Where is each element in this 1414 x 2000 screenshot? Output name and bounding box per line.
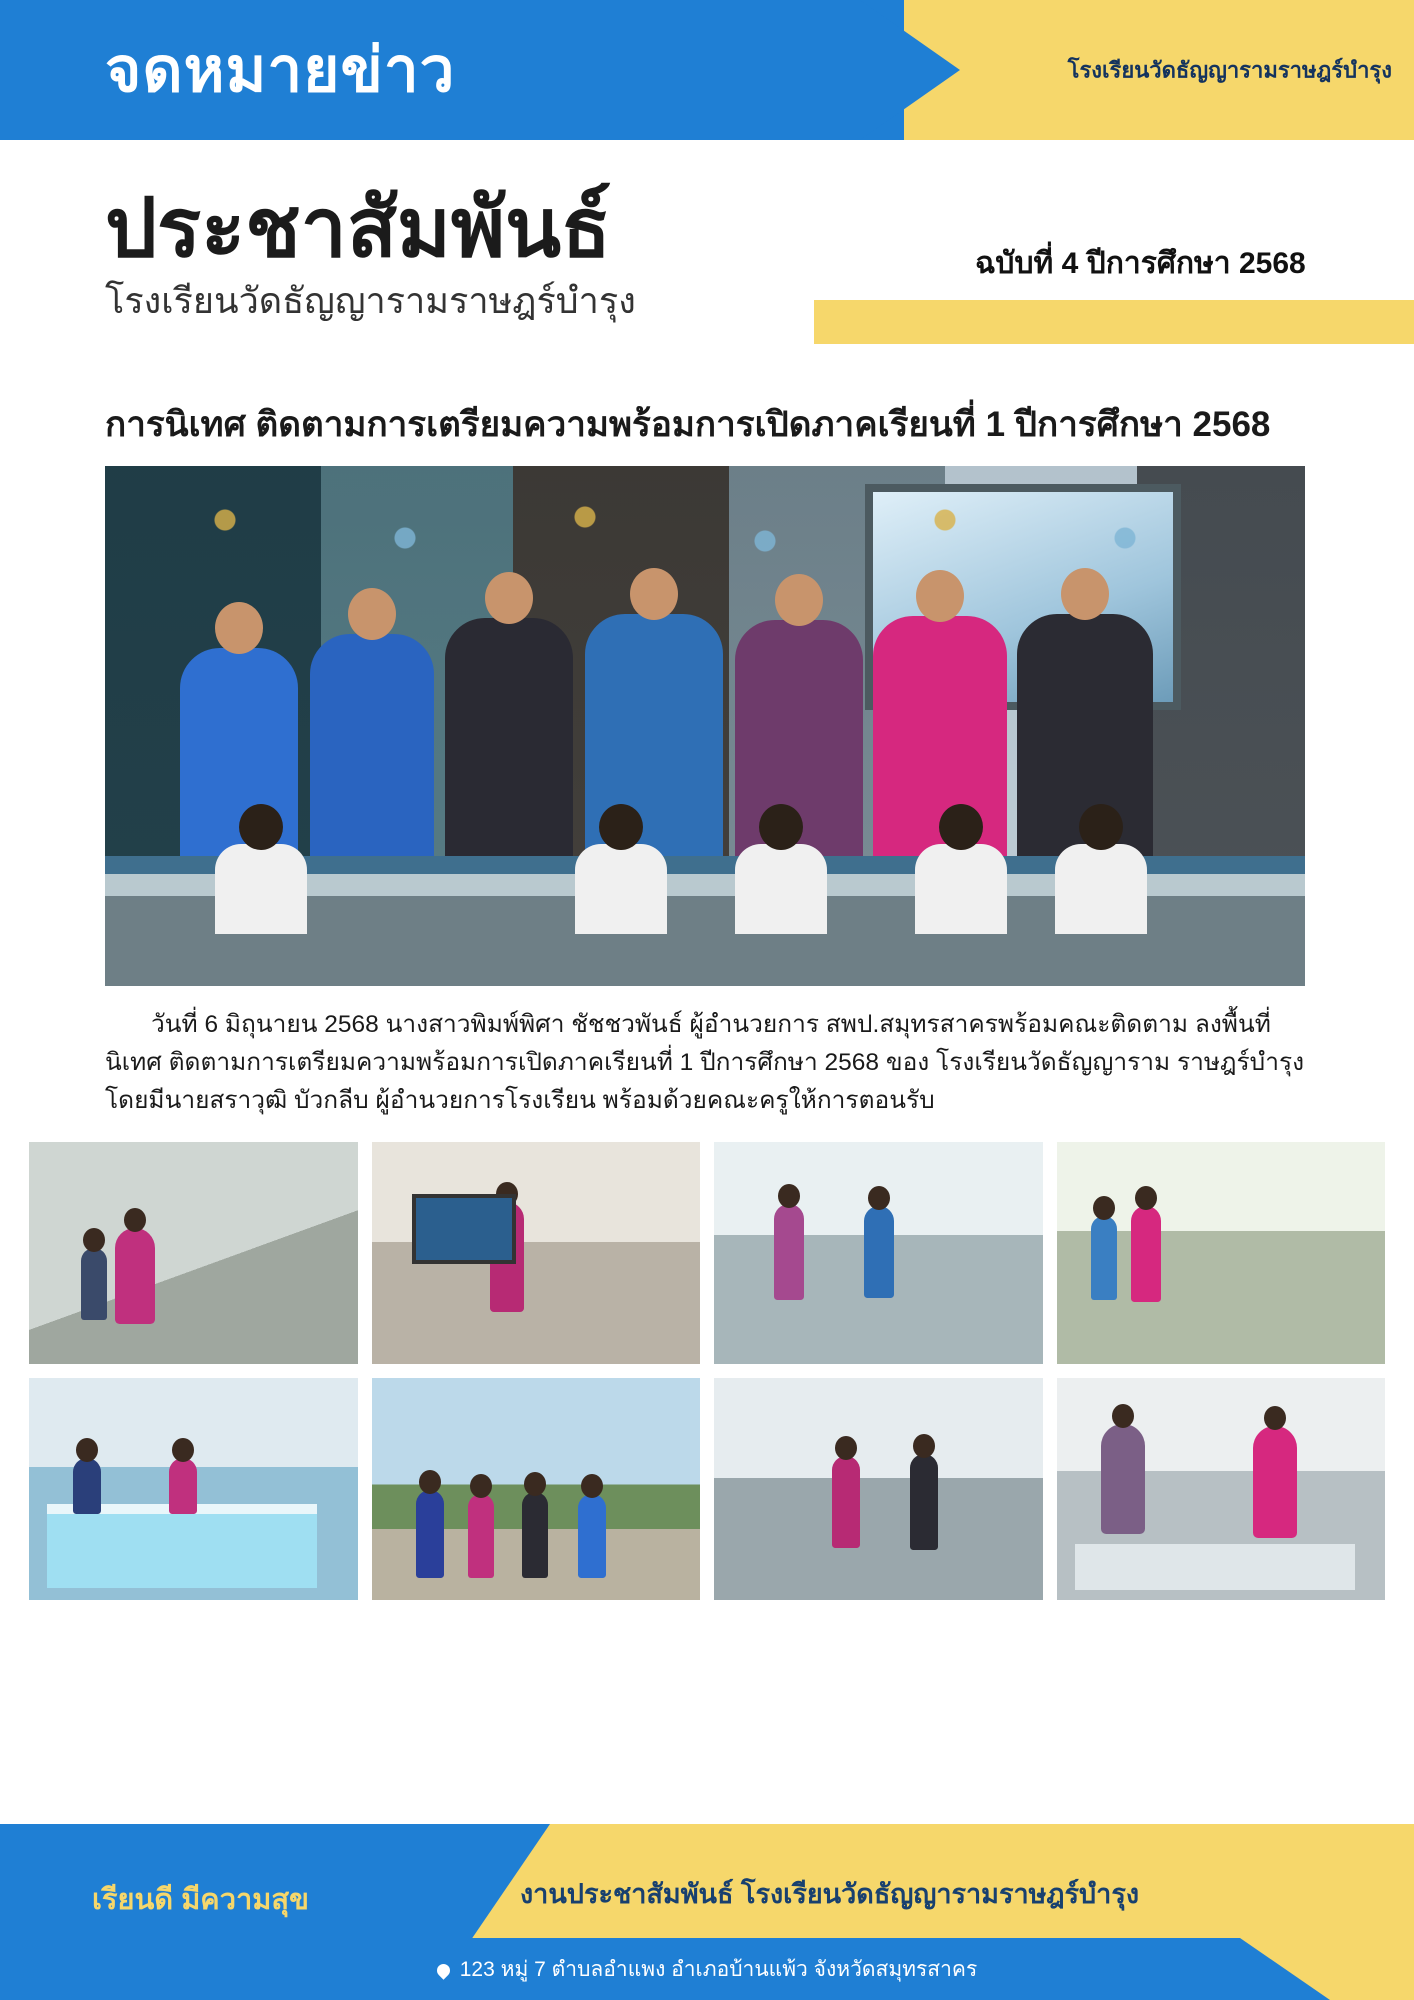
header-school-tag: โรงเรียนวัดธัญญารามราษฎร์บำรุง [1067,57,1392,83]
hero-person-2 [310,634,434,866]
footer-address [0,1953,1414,1986]
gallery-photo-2 [372,1142,701,1364]
gallery-figure [1131,1206,1161,1302]
footer-motto: เรียนดี มีความสุข [92,1884,309,1916]
footer-department: งานประชาสัมพันธ์ โรงเรียนวัดธัญญารามราษฎร์บำรุง [520,1879,1140,1909]
gallery-figure [522,1492,548,1578]
gallery-photo-4 [1057,1142,1386,1364]
gallery-screen [412,1194,516,1264]
photo-gallery [29,1142,1385,1600]
gallery-figure [81,1248,107,1320]
masthead [0,183,1414,383]
masthead-main-title: ประชาสัมพันธ์ [105,183,612,274]
hero-student-1 [215,844,307,934]
hero-person-3 [445,618,573,866]
gallery-photo-1 [29,1142,358,1364]
hero-photo [105,466,1305,986]
masthead-school-name: โรงเรียนวัดธัญญารามราษฎร์บำรุง [105,280,636,321]
hero-student-4 [915,844,1007,934]
gallery-figure [115,1228,155,1324]
gallery-figure [578,1494,606,1578]
hero-photo-garland [105,496,1305,556]
newsletter-header-bar [0,0,1414,140]
gallery-photo-7 [714,1378,1043,1600]
gallery-figure [468,1494,494,1578]
article-heading: การนิเทศ ติดตามการเตรียมความพร้อมการเปิดภาคเรียนที่ 1 ปีการศึกษา 2568 [105,405,1271,444]
location-pin-icon [434,1961,452,1979]
hero-student-3 [735,844,827,934]
hero-student-5 [1055,844,1147,934]
hero-photo-adults-group [105,566,1305,866]
gallery-figure [910,1454,938,1550]
masthead-issue-label: ฉบับที่ 4 ปีการศึกษา 2568 [975,247,1306,280]
gallery-table [47,1504,317,1588]
hero-student-2 [575,844,667,934]
gallery-table [1075,1544,1355,1590]
article-section [0,383,1414,1120]
article-body [105,1006,1305,1120]
gallery-figure [1101,1424,1145,1534]
gallery-photo-6 [372,1378,701,1600]
gallery-figure [73,1458,101,1514]
gallery-figure [832,1456,860,1548]
gallery-figure [774,1204,804,1300]
gallery-photo-5 [29,1378,358,1600]
gallery-figure [1091,1216,1117,1300]
gallery-figure [864,1206,894,1298]
gallery-figure [169,1458,197,1514]
article-body-text: วันที่ 6 มิถุนายน 2568 นางสาวพิมพ์พิศา ชัชชวพันธ์ ผู้อำนวยการ สพป.สมุทรสาครพร้อมคณะติดตาม ลงพื้นที่นิเทศ ติดตามการเตรียมความพร้อมการเปิดภาคเรียนที่ 1 ปีการศึกษา 2568 ของ โรงเรียนวัดธัญญาราม ราษฎร์บำรุง โดยมีนายสราวุฒิ บัวกลีบ ผู้อำนวยการโรงเรียน พร้อมด้วยคณะครูให้การตอนรับ [105,1011,1305,1115]
gallery-figure [1253,1426,1297,1538]
footer-address-text: 123 หมู่ 7 ตำบลอำแพง อำเภอบ้านแพ้ว จังหวัดสมุทรสาคร [459,1958,978,1981]
gallery-figure [416,1490,444,1578]
gallery-photo-8 [1057,1378,1386,1600]
newsletter-footer [0,1824,1414,2000]
gallery-photo-3 [714,1142,1043,1364]
header-title: จดหมายข่าว [105,36,456,105]
